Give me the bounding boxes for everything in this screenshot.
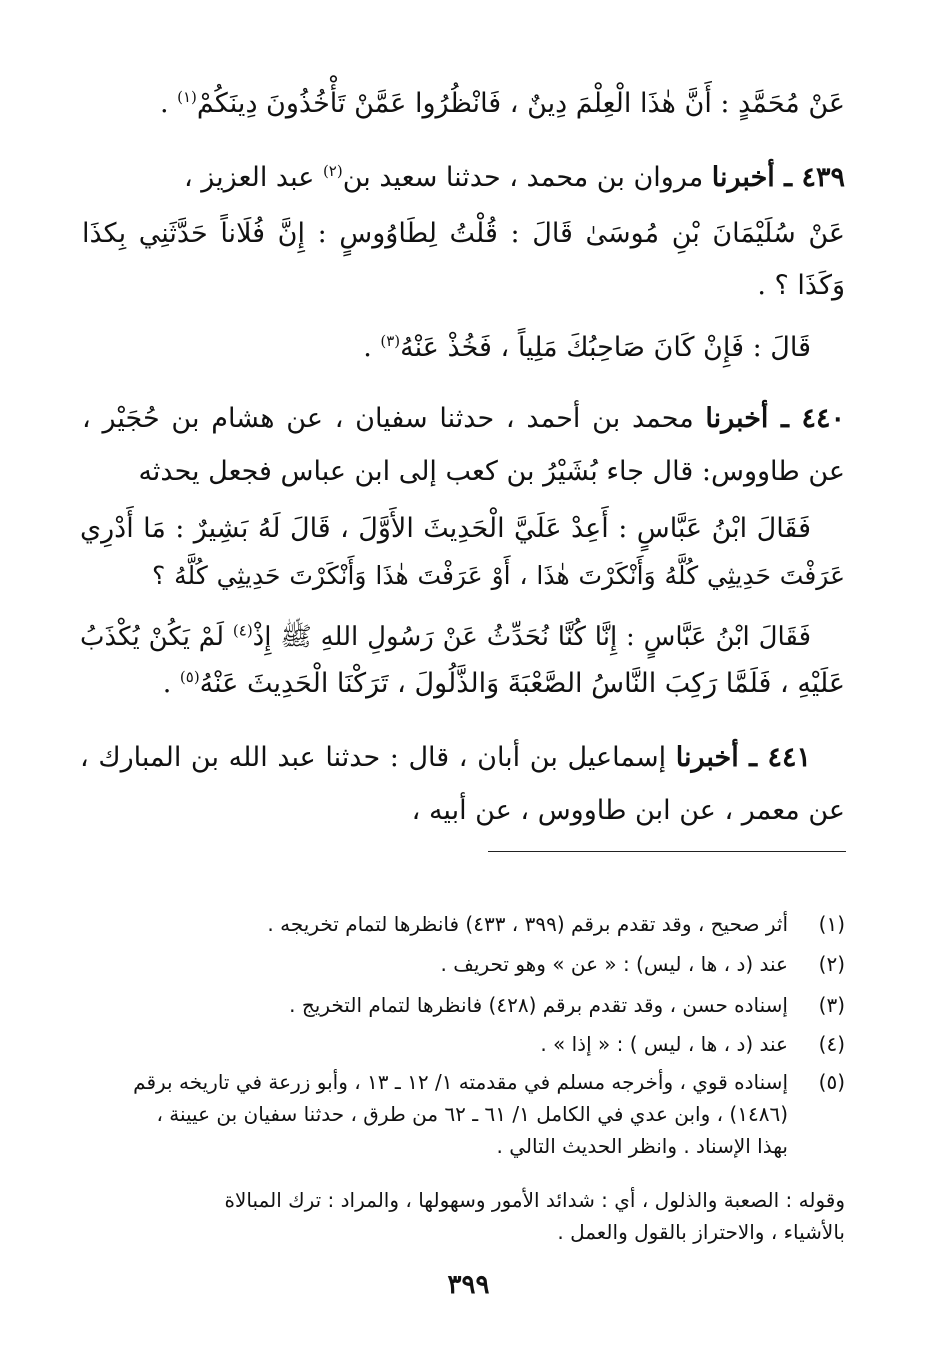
text-line-10 xyxy=(80,617,811,657)
footnote-line: بهذا الإسناد . وانظر الحديث التالي . xyxy=(496,1134,788,1158)
footnote-number: (٣) xyxy=(818,993,845,1017)
footnote-line: وقوله : الصعبة والذلول ، أي : شدائد الأمور وسهولها ، والمراد : ترك المبالاة xyxy=(224,1188,845,1212)
footnote-text: عند (د ، ها ، ليس) : « عن » وهو تحريف . xyxy=(440,952,788,976)
text-line-4 xyxy=(757,266,845,306)
line-end: . xyxy=(162,668,180,699)
line-text: عَنْ سُلَيْمَانَ بْنِ مُوسَىٰ قَالَ : قُلْتُ لِطَاوُوسٍ : إِنَّ فُلَاناً حَدَّثَنِي بِكذَا xyxy=(82,218,845,249)
footnote-1 xyxy=(80,908,845,940)
text-line-3 xyxy=(82,214,845,254)
line-text: عَلَيْهِ ، فَلَمَّا رَكِبَ النَّاسُ الصَّعْبَةَ وَالذَّلُولَ ، تَرَكْنَا الْحَدِيثَ عَنْهُ xyxy=(199,668,845,699)
line-end: لَمْ يَكُنْ يُكْذَبُ xyxy=(80,622,233,652)
hadith-441-heading xyxy=(80,738,811,778)
footnote-line: إسناده قوي ، وأخرجه مسلم في مقدمته ١/ ١٢ ـ ١٣ ، وأبو زرعة في تاريخه برقم xyxy=(133,1070,788,1094)
line-text: إسماعيل بن أبان ، قال : حدثنا عبد الله بن المبارك ، xyxy=(80,742,676,773)
footnote-text xyxy=(80,1066,788,1162)
line-text: عن طاووس: قال جاء بُشَيْرُ بن كعب إلى ابن عباس فجعل يحدثه xyxy=(138,456,845,487)
line-end: . xyxy=(159,88,178,119)
line-text: عَرَفْتَ حَدِيثِي كُلَّهُ وَأَنْكَرْتَ هٰذَا ، أَوْ عَرَفْتَ هٰذَا وَأَنْكَرْتَ حَدِيثِي كُلَّهُ ؟ xyxy=(152,561,845,590)
hadith-number-439: ٤٣٩ ـ أخبرنا xyxy=(711,162,845,193)
line-text: قَالَ : فَإِنْ كَانَ صَاحِبُكَ مَلِياً ، فَخُذْ عَنْهُ xyxy=(400,332,811,363)
footnote-separator xyxy=(488,851,846,852)
text-line-13 xyxy=(412,791,845,831)
text-line-8 xyxy=(80,509,811,549)
footnote-text: أثر صحيح ، وقد تقدم برقم (٣٩٩ ، ٤٣٣) فانظرها لتمام تخريجه . xyxy=(267,912,788,936)
line-text: فَقَالَ ابْنُ عَبَّاسٍ : إِنَّا كُنَّا نُحَدِّثُ عَنْ رَسُولِ اللهِ ﷺ إِذْ xyxy=(252,622,811,652)
page-number: ٣٩٩ xyxy=(447,1270,490,1300)
footnote-line: بالأشياء ، والاحتراز بالقول والعمل . xyxy=(557,1220,845,1244)
footnote-ref-3: (٣) xyxy=(380,332,401,350)
footnote-number: (١) xyxy=(818,912,845,936)
footnote-number: (٤) xyxy=(818,1032,845,1056)
hadith-439-heading xyxy=(184,158,845,198)
footnote-5-continuation xyxy=(80,1184,845,1254)
footnote-ref-4: (٤) xyxy=(232,621,253,640)
hadith-440-heading xyxy=(82,399,845,439)
footnote-line: (١٤٨٦) ، وابن عدي في الكامل ١/ ٦١ ـ ٦٢ من طرق ، حدثنا سفيان بن عيينة ، xyxy=(156,1102,788,1126)
footnote-4 xyxy=(80,1028,845,1060)
line-text: فَقَالَ ابْنُ عَبَّاسٍ : أَعِدْ عَلَيَّ الْحَدِيثَ الأَوَّلَ ، قَالَ لَهُ بَشِيرٌ : مَا أَدْرِي xyxy=(80,513,811,544)
line-end: عبد العزيز ، xyxy=(183,162,323,193)
footnote-number: (٢) xyxy=(818,952,845,976)
line-text: وَكَذَا ؟ . xyxy=(757,270,845,301)
line-text: مروان بن محمد ، حدثنا سعيد بن xyxy=(342,162,712,193)
footnote-number: (٥) xyxy=(818,1070,845,1094)
text-line-11 xyxy=(163,664,845,704)
footnote-ref-1: (١) xyxy=(177,88,197,106)
footnote-ref-2: (٢) xyxy=(322,162,343,180)
hadith-number-441: ٤٤١ ـ أخبرنا xyxy=(675,742,811,773)
hadith-number-440: ٤٤٠ ـ أخبرنا xyxy=(705,403,845,434)
footnote-3 xyxy=(80,989,845,1021)
line-end: . xyxy=(363,332,381,363)
text-line-5 xyxy=(363,328,811,368)
footnote-2 xyxy=(80,948,845,980)
text-line-1 xyxy=(160,84,845,124)
text-line-7 xyxy=(138,452,845,492)
line-text: محمد بن أحمد ، حدثنا سفيان ، عن هشام بن حُجَيْر ، xyxy=(82,403,706,434)
text-line-9 xyxy=(152,556,845,596)
line-text: عَنْ مُحَمَّدٍ : أَنَّ هٰذَا الْعِلْمَ دِينٌ ، فَانْظُرُوا عَمَّنْ تَأْخُذُونَ دِينَكُمْ xyxy=(196,88,845,119)
footnote-text: إسناده حسن ، وقد تقدم برقم (٤٢٨) فانظرها لتمام التخريج . xyxy=(289,993,788,1017)
footnote-ref-5: (٥) xyxy=(179,668,200,686)
line-text: عن معمر ، عن ابن طاووس ، عن أبيه ، xyxy=(411,795,845,826)
footnote-text: عند (د ، ها ، ليس ) : « إذا » . xyxy=(540,1032,788,1056)
